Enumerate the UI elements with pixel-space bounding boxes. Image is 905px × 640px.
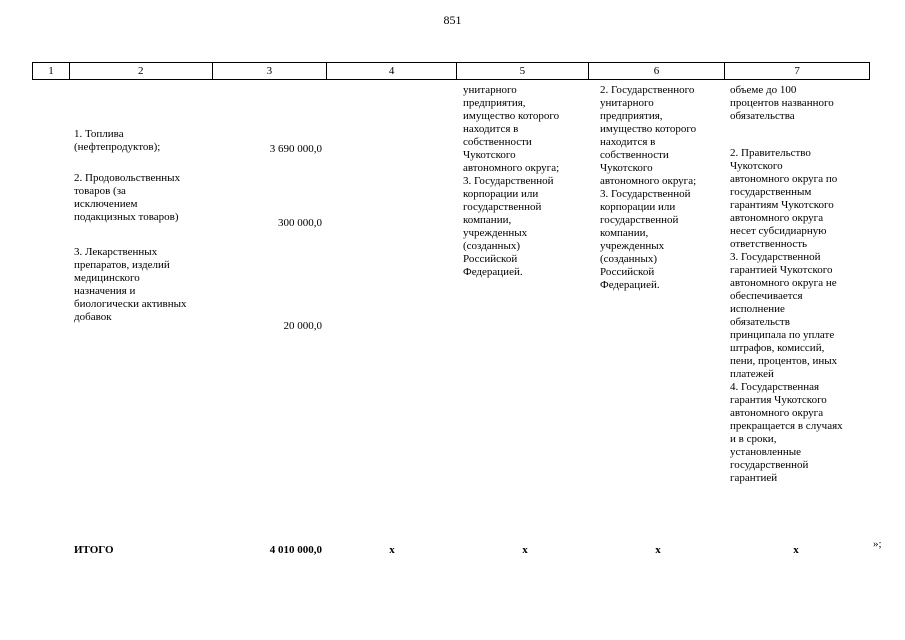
header-col-2: 2 <box>70 63 213 79</box>
fuel-item: 1. Топлива (нефтепродуктов); <box>74 128 161 153</box>
header-col-6: 6 <box>589 63 726 79</box>
header-col-4: 4 <box>327 63 457 79</box>
page-number: 851 <box>443 13 462 27</box>
col7-text-b: 2. Правительство Чукотского автономного округа по государственным гарантиям Чукотского автономного округа несет субсидиарную ответственность 3. Государственной гарантией Чукотского автономного округа не обеспечивается исполнение обязательств принципала по уплате штрафов, комиссий, пени, процентов, иных платежей 4. Государственная гарантия Чукотского автономного округа прекращается в случаях и в сроки, установленные государственной гарантией <box>730 147 843 484</box>
col7-text-a: объеме до 100 процентов названного обязательства <box>730 84 834 122</box>
medicine-item: 3. Лекарственных препаратов, изделий медицинского назначения и биологически активных добавок <box>74 246 187 323</box>
total-sum: 4 010 000,0 <box>269 544 322 556</box>
header-col-5: 5 <box>457 63 589 79</box>
medicine-amount: 20 000,0 <box>283 320 322 332</box>
total-col7: x <box>793 544 799 556</box>
food-item: 2. Продовольственных товаров (за исключением подакцизных товаров) <box>74 172 181 223</box>
header-col-3: 3 <box>213 63 328 79</box>
total-col6: x <box>655 544 661 556</box>
fuel-amount: 3 690 000,0 <box>269 143 322 155</box>
col6-text: 2. Государственного унитарного предприятия, имущество которого находится в собственности Чукотского автономного округа; 3. Государственной корпорации или государственной компании, учрежденных (созданных) Российской Федерацией. <box>600 84 697 291</box>
food-amount: 300 000,0 <box>278 217 322 229</box>
table-header-row <box>32 62 870 80</box>
total-col4: x <box>389 544 395 556</box>
total-label: ИТОГО <box>74 544 114 556</box>
total-col5: x <box>522 544 528 556</box>
col5-text: унитарного предприятия, имущество которого находится в собственности Чукотского автономного округа; 3. Государственной корпорации или государственной компании, учрежденных (созданных) Российской Федерацией. <box>463 84 560 278</box>
closing-quote: »; <box>873 538 882 550</box>
header-col-1: 1 <box>33 63 70 79</box>
header-col-7: 7 <box>794 65 800 77</box>
